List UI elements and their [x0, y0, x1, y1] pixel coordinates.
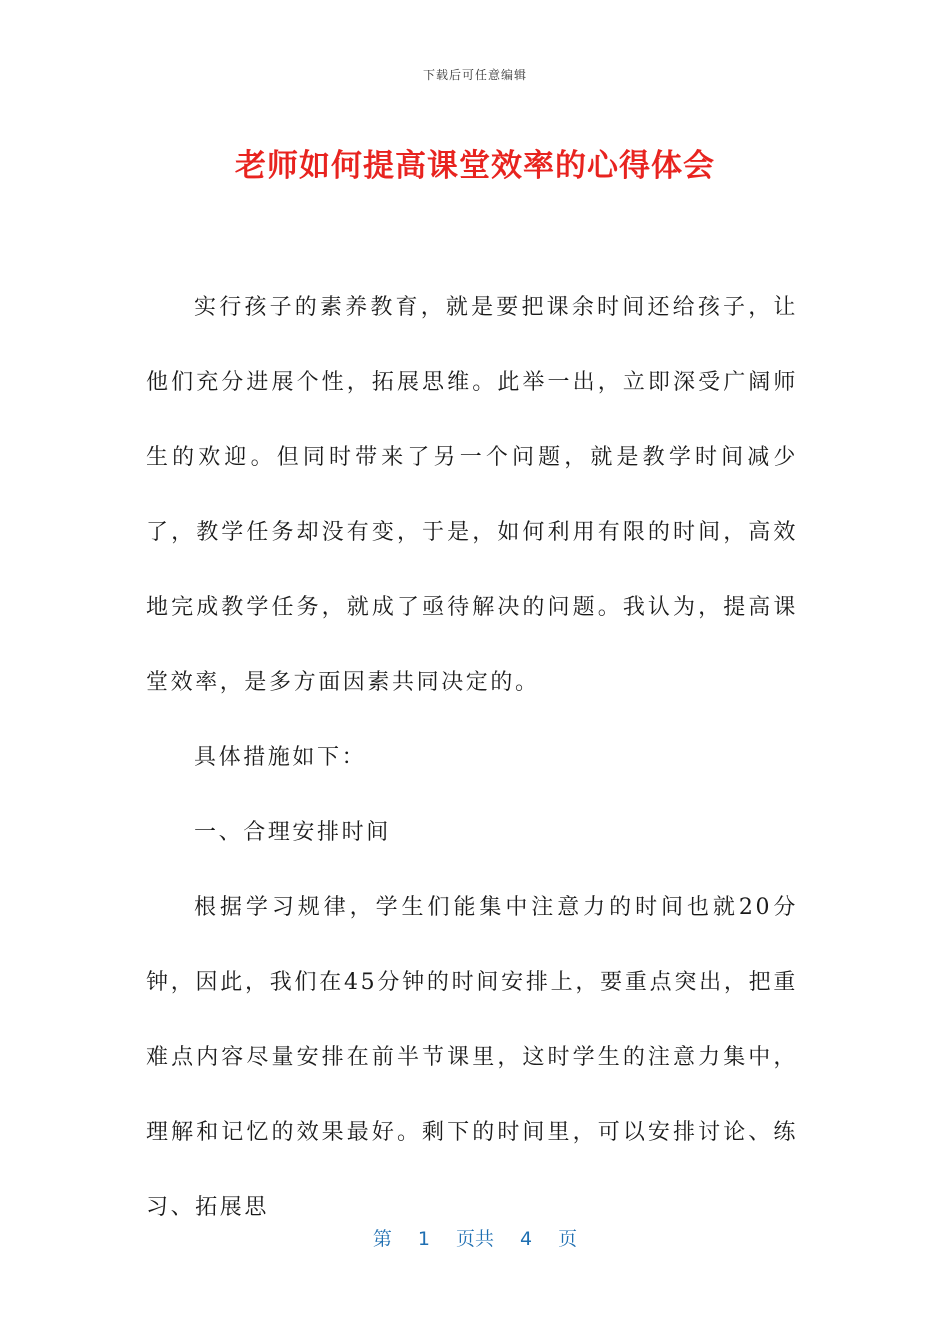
header-note: 下载后可任意编辑 [422, 68, 527, 82]
footer-prefix: 第 [372, 1228, 392, 1250]
paragraph-intro: 实行孩子的素养教育，就是要把课余时间还给孩子，让他们充分进展个性，拓展思维。此举一出，立即深受广阔师生的欢迎。但同时带来了另一个问题，就是教学时间减少了，教学任务却没有变，于是，如何利用有限的时间，高效地完成教学任务，就成了亟待解决的问题。我认为，提高课堂效率，是多方面因素共同决定的。 [146, 295, 798, 695]
footer-page-number: 1 [417, 1228, 430, 1250]
page-footer [0, 1224, 950, 1251]
document-title: 老师如何提高课堂效率的心得体会 [235, 148, 715, 184]
paragraph-measures: 具体措施如下： [194, 745, 367, 770]
document-body [146, 270, 798, 1220]
footer-middle: 页共 [455, 1228, 494, 1250]
section-heading-time: 一、合理安排时间 [194, 820, 391, 845]
footer-total-pages: 4 [520, 1228, 533, 1250]
paragraph-time-arrangement: 根据学习规律，学生们能集中注意力的时间也就20分钟，因此，我们在45分钟的时间安排上，要重点突出，把重难点内容尽量安排在前半节课里，这时学生的注意力集中，理解和记忆的效果最好。剩下的时间里，可以安排讨论、练习、拓展思 [146, 895, 798, 1220]
footer-suffix: 页 [558, 1228, 578, 1250]
